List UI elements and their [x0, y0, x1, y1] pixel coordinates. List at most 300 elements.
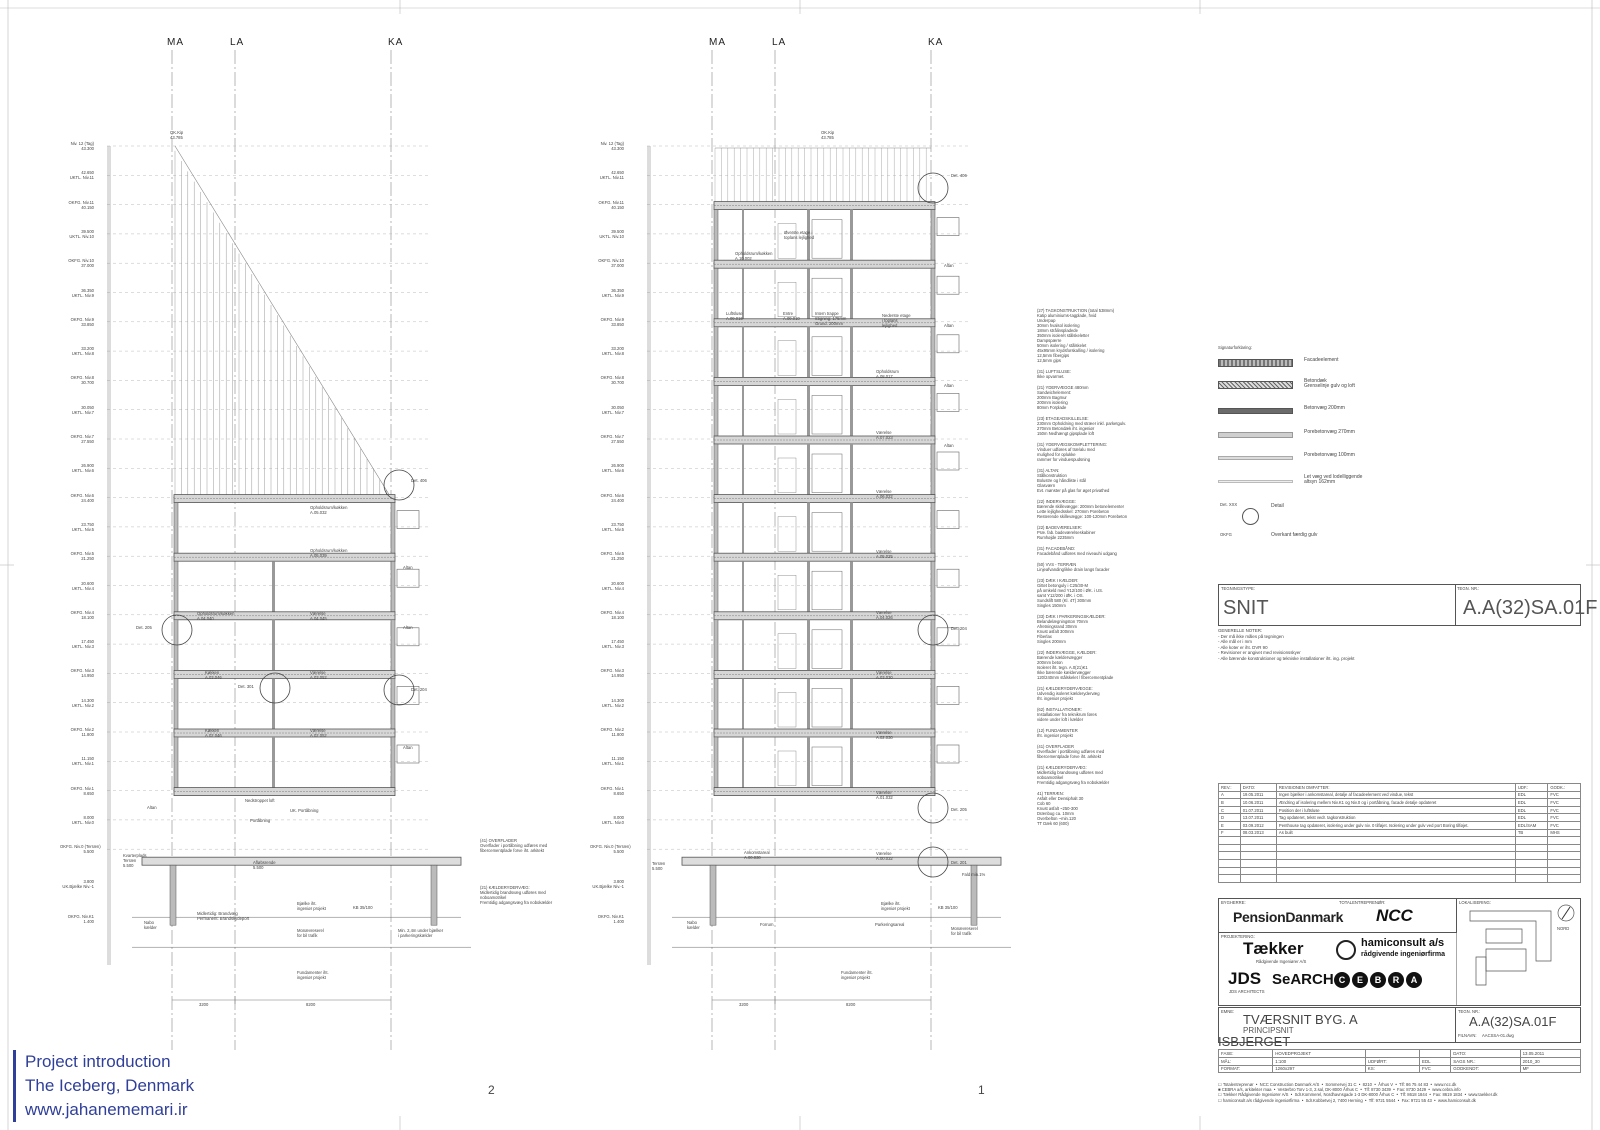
revision-cell	[1548, 844, 1581, 852]
ground-label: KB 35/100	[353, 905, 373, 910]
level-label: OKFG. Niv.1 8.650	[600, 785, 624, 796]
room-label: Forrum	[760, 922, 774, 927]
meta-cell: SAGS NR.:	[1451, 1057, 1520, 1065]
interior-wall	[850, 444, 853, 495]
level-label: 33.200 UKTL. Niv.8	[71, 346, 94, 357]
revision-row	[1219, 814, 1581, 822]
note-overflader: (41) OVERFLADER Overflader i portåbning udføres med fibercementplade forve iht. arkitekt	[480, 838, 548, 853]
bathroom-pod	[812, 454, 842, 493]
revision-row	[1219, 829, 1581, 837]
interior-wall	[850, 678, 853, 729]
legend-swatch	[1218, 381, 1293, 389]
revision-cell	[1219, 837, 1241, 845]
interior-wall	[850, 385, 853, 436]
meta-cell: 1260x297	[1273, 1065, 1366, 1073]
interior-wall	[742, 620, 744, 671]
ground-label: Portåbning	[250, 818, 271, 823]
interior-wall	[272, 561, 275, 612]
spec-note: (12) FUNDAMENTER Iht. ingeniør projekt	[1037, 728, 1078, 738]
interior-wall	[742, 737, 744, 788]
title-drawing-number: A.A(32)SA.01F	[1469, 1014, 1557, 1029]
taekker-logo: Tækker	[1243, 939, 1304, 958]
dimension-label: 8200	[306, 1002, 316, 1007]
interior-wall	[272, 620, 275, 671]
balcony	[937, 393, 959, 411]
legend-swatch	[1218, 456, 1293, 460]
balcony-label: Altan	[944, 383, 954, 388]
level-label: OKFG. Niv.4 18.100	[70, 609, 94, 620]
hamiconsult-icon	[1336, 940, 1356, 960]
revision-row	[1219, 837, 1581, 845]
exterior-wall	[714, 444, 718, 495]
interior-wall	[850, 737, 853, 788]
door	[778, 458, 796, 493]
room-label: Opholdsrum/køkken A.10.002	[735, 251, 773, 261]
detail-circle	[384, 675, 414, 705]
exterior-wall	[931, 210, 935, 261]
door	[778, 634, 796, 669]
spec-note: (21) YDERVÆGGE 480mm Sandwichelement: 200mm Bagmur 200mm isolering 80mm Forplade	[1037, 385, 1089, 410]
room-label: Opholdsrum/køkken A.05.039	[310, 548, 348, 558]
drawing-type-caption: TEGNINGSTYPE:	[1221, 586, 1255, 591]
revision-row	[1219, 821, 1581, 829]
balcony	[937, 452, 959, 470]
ground-label: Monævreserel for bil trafik	[297, 928, 324, 938]
revision-cell	[1276, 852, 1515, 860]
bathroom-pod	[812, 337, 842, 376]
axis-label-k-left: KA	[388, 37, 404, 48]
level-label: 39.500 UKTL. Niv.10	[599, 228, 624, 239]
detail-tag: Det. 406	[951, 173, 967, 178]
revision-cell	[1240, 859, 1276, 867]
level-label: 3.800 UK.Bjælke Niv.-1	[62, 879, 94, 890]
interior-wall	[807, 444, 810, 495]
room-label: Værelse A.03.052	[310, 670, 327, 680]
balcony	[397, 511, 419, 529]
ground-label: UK. Portåbning	[290, 808, 319, 813]
level-label: OKFG. Niv.9 33.850	[600, 316, 624, 327]
revision-row	[1219, 859, 1581, 867]
meta-cell: MÅL:	[1219, 1057, 1273, 1065]
detail-tag: Det. 301	[238, 684, 254, 689]
exterior-wall	[931, 385, 935, 436]
axis-label-k-right: KA	[928, 37, 944, 48]
exterior-wall	[931, 327, 935, 378]
ground-label: KB 35/100	[938, 905, 958, 910]
room-label: Værelse A.01.032	[876, 790, 893, 800]
revision-cell	[1276, 875, 1515, 883]
revision-cell	[1515, 844, 1548, 852]
room-label: Opholdsrum A.08.017	[876, 369, 899, 379]
exterior-wall	[714, 620, 718, 671]
revision-cell: FVC	[1548, 806, 1581, 814]
contractor-caption: TOTALENTREPRENØR:	[1339, 900, 1386, 905]
interior-wall	[850, 210, 853, 261]
level-label: 23.750 UKTL. Niv.5	[71, 521, 94, 532]
revision-cell: 03.09.2012	[1240, 821, 1276, 829]
revision-cell: Ændring af isolering mellem Niv.K1 og Niv.0 og i portåbning, facade detalje opdateret	[1276, 799, 1515, 807]
bathroom-pod	[812, 688, 842, 727]
level-label: OKFG. Niv.5 21.250	[600, 551, 624, 562]
revision-cell: Position der i luftsluse	[1276, 806, 1515, 814]
revision-cell	[1276, 844, 1515, 852]
room-label: Værelse A.02.030	[876, 730, 893, 740]
interior-wall	[742, 327, 744, 378]
revision-cell	[1240, 867, 1276, 875]
drawing-title: TVÆRSNIT BYG. A	[1243, 1012, 1358, 1027]
bathroom-pod	[812, 571, 842, 610]
revision-cell: E	[1219, 821, 1241, 829]
revision-cell: D	[1219, 814, 1241, 822]
caption-line-1: Project introduction	[25, 1052, 171, 1071]
level-label: 36.350 UKTL. Niv.9	[601, 287, 624, 298]
cebra-letter: B	[1370, 972, 1386, 988]
revision-cell: 13.07.2011	[1240, 814, 1276, 822]
bathroom-pod	[812, 630, 842, 669]
revision-cell: EDL	[1515, 791, 1548, 799]
level-label: 8.000 UKTL. Niv.0	[71, 814, 94, 825]
exterior-wall	[931, 561, 935, 612]
interior-wall	[807, 503, 810, 554]
cebra-letter: A	[1406, 972, 1422, 988]
jds-subtitle: JDS ARCHITECTS	[1229, 989, 1265, 994]
legend-label: Facadeelement	[1304, 357, 1339, 363]
exterior-wall	[391, 561, 395, 612]
spec-note: (23) ETAGEADSKILLELSE: 230mm Opholdning med stræer inkl. parketgulv. 270mm Betondæk iht. ingeniør 150m Nedhængt gipsplade loft	[1037, 416, 1127, 436]
revision-cell: FVC	[1548, 791, 1581, 799]
revision-header-cell: DATO:	[1240, 784, 1276, 792]
revision-row	[1219, 791, 1581, 799]
roof-hatch	[175, 151, 386, 498]
exterior-wall	[714, 385, 718, 436]
meta-cell: KS:	[1365, 1065, 1419, 1073]
interior-wall	[850, 620, 853, 671]
specification-notes	[1037, 308, 1207, 832]
exterior-wall	[391, 503, 395, 554]
detail-circle	[918, 793, 948, 823]
door	[778, 341, 796, 376]
search-logo: SeARCH	[1272, 971, 1334, 988]
level-label: 14.300 UKTL. Niv.2	[71, 697, 94, 708]
interior-wall	[850, 327, 853, 378]
dimension-label: 8200	[846, 1002, 856, 1007]
logo-block	[1218, 898, 1581, 1006]
level-label: OKFG. Niv.8 30.700	[70, 375, 94, 386]
spec-note: (31) ALTAN: Stålkonstruktion Bolustre og håndliste i stål Glasværn Evt. mønster på glas for øget privathed	[1037, 468, 1110, 493]
roof-slope	[175, 146, 391, 498]
revision-cell	[1240, 875, 1276, 883]
ground-label: Monævreserel for bil trafik	[951, 926, 978, 936]
revision-cell: Penthouse tag opdateret, isolering under gulv niv. 0 tilføjet. Isolering under gulv ved port Boring tilføjet.	[1276, 821, 1515, 829]
interior-wall	[742, 503, 744, 554]
meta-cell: 2010_30	[1520, 1057, 1580, 1065]
revision-cell	[1240, 844, 1276, 852]
legend-okfg-code: OKFG	[1220, 532, 1232, 537]
meta-cell: FASE:	[1219, 1050, 1273, 1058]
spec-note: (22) BADEVÆRELSER: Præ. fab. badeværelseskabiner Rumhøjde 2235mm	[1037, 525, 1096, 540]
revision-cell: 19.05.2011	[1240, 791, 1276, 799]
taekker-subtitle: Rådgivende Ingeniører A/S	[1256, 959, 1307, 964]
revision-cell	[1515, 867, 1548, 875]
revision-cell: B	[1219, 799, 1241, 807]
caption-line-2: The Iceberg, Denmark	[25, 1076, 195, 1095]
level-label: OKFG. Niv.11 40.150	[598, 199, 624, 210]
bathroom-pod	[812, 747, 842, 786]
section-right	[647, 50, 1011, 1050]
north-label: NORD	[1557, 926, 1570, 931]
level-label: 20.600 UKTL. Niv.4	[601, 580, 624, 591]
spec-note: (21) KÆLDERYDERVÆGGE: Udvendig isoleret kælderydervæg Iht. ingeniør projekt	[1037, 686, 1100, 701]
exterior-wall	[174, 678, 178, 729]
interior-wall	[807, 268, 810, 319]
meta-cell: UDFØRT:	[1365, 1057, 1419, 1065]
legend-swatch	[1218, 408, 1293, 414]
ground-label: Afløbsrende 5.500	[253, 860, 276, 870]
meta-table	[1218, 1049, 1581, 1073]
cebra-letter: C	[1334, 972, 1350, 988]
interior-wall	[742, 561, 744, 612]
exterior-wall	[931, 503, 935, 554]
contacts: ☐ Totalentreprenør • NCC Construction Danmark A/S • Sommervej 31 C • 8210 • Århus V • Tlf: 86 75 44 83 • www.ncc.dk ■ CEBRA a/s, arkitekter maa • Vesterbro Torv 1-3, 2.sal, DK-8000 Århus C • Tlf: 8730 3439 • Fax: 8730 3429 • www.cebra.info ☐ Tækker Rådgivende Ingeniører A/S • Sdr.Kommerel, Nordhavnsgade 1-3 DK-8000 Århus C • Tlf: 8618 1844 • Fax: 8619 1834 • www.taekker.dk ☐ hamiconsult a/s rådgivende ingeniørfirma • Sdr.Kobbetvej 2, 7400 Herning • Tlf: 9721 5544 • Fax: 9721 55 43 • www.hamiconsult.dk	[1218, 1082, 1498, 1103]
ok-kip-label-right: OK.Kip 43.785	[821, 130, 835, 140]
legend-title: Signaturforklaring:	[1218, 345, 1252, 350]
drawing-subtitle: PRINCIPSNIT	[1243, 1026, 1294, 1035]
level-label: 42.650 UKTL. Niv.11	[69, 170, 94, 181]
ground-label: Midlertidig: Brandvæg Permanent: Brandskydeport	[197, 911, 250, 921]
level-label: OKFG. Niv.9 33.850	[70, 316, 94, 327]
level-label: OKFG. Niv.3 14.950	[600, 668, 624, 679]
axis-label-m-right: MA	[709, 37, 726, 48]
level-label: OKFG. Niv.0 (Terræn) 5.500	[60, 844, 101, 855]
exterior-wall	[714, 210, 718, 261]
level-label: 8.000 UKTL. Niv.0	[601, 814, 624, 825]
revision-cell: F	[1219, 829, 1241, 837]
revision-cell	[1515, 875, 1548, 883]
legend-swatch	[1218, 432, 1293, 438]
revision-cell: FVC	[1548, 814, 1581, 822]
revision-header-cell: REVISIONEN OMFATTER:	[1276, 784, 1515, 792]
spec-note: (31) LUFTSLUSE: Ikke opvarmet.	[1037, 369, 1071, 379]
exterior-wall	[391, 620, 395, 671]
level-label: 20.600 UKTL. Niv.4	[71, 580, 94, 591]
basement-wall	[710, 865, 716, 925]
exterior-wall	[174, 503, 178, 554]
revision-row	[1219, 867, 1581, 875]
level-label: Niv. 12 (Tag) 43.300	[70, 141, 94, 151]
room-label: Ankomstareal A.00.030	[744, 850, 770, 860]
axis-label-m-left: MA	[167, 37, 184, 48]
meta-row	[1219, 1050, 1581, 1058]
spec-note: (21) KÆLDERYDERVÆG: Midlertidig brandsvæg udføres med noboamotrikel Fremtidig adgangsvæg fra nobokælder	[1037, 765, 1110, 785]
revision-cell: MHS	[1548, 829, 1581, 837]
detail-tag: Det. 205	[136, 625, 152, 630]
revision-cell: 01.07.2011	[1240, 806, 1276, 814]
meta-cell: 1:100	[1273, 1057, 1366, 1065]
project-caption	[13, 1050, 194, 1122]
level-label: 39.500 UKTL. Niv.10	[69, 228, 94, 239]
level-label: 23.750 UKTL. Niv.5	[601, 521, 624, 532]
level-label: OKFG. Niv.1 8.650	[70, 785, 94, 796]
revision-row	[1219, 799, 1581, 807]
interior-wall	[272, 737, 275, 788]
level-label: 30.050 UKTL. Niv.7	[601, 404, 624, 415]
revision-cell	[1219, 852, 1241, 860]
balcony	[397, 569, 419, 587]
level-label: OKFG. Niv.7 27.550	[600, 434, 624, 444]
meta-cell: FVC	[1420, 1065, 1451, 1073]
room-label: Øverste etage i toplans lejlighed	[784, 230, 815, 240]
balcony	[937, 686, 959, 704]
level-label: 26.900 UKTL. Niv.6	[71, 463, 94, 474]
revision-cell	[1240, 837, 1276, 845]
balcony-label: Altan	[944, 323, 954, 328]
exterior-wall	[931, 678, 935, 729]
revision-cell: 08.03.2013	[1240, 829, 1276, 837]
interior-wall	[742, 444, 744, 495]
dimension-label: 3200	[739, 1002, 749, 1007]
revision-cell	[1276, 867, 1515, 875]
spec-note: (22) INDERVÆGGE: Bærende skillevægge: 200mm betonelementer Lette lejlighedsskel: 270mm Porebeton Resterende skillevægge: 100-120mm Porebeton	[1037, 499, 1128, 519]
room-label: Værelse A.00.032	[876, 851, 893, 861]
room-label: Værelse A.07.023	[876, 430, 893, 440]
exterior-wall	[931, 444, 935, 495]
revision-cell	[1219, 859, 1241, 867]
revision-cell: EDL	[1515, 814, 1548, 822]
roof-hatch	[715, 148, 926, 205]
level-label: OKFG. Niv.6 24.400	[600, 492, 624, 503]
hamiconsult-logo: hamiconsult a/s	[1361, 937, 1445, 949]
revision-cell: TB	[1515, 829, 1548, 837]
level-label: OKFG. Niv.6 24.400	[70, 492, 94, 503]
exterior-wall	[714, 737, 718, 788]
detail-circle	[384, 470, 414, 500]
spec-note: 41) TERRÆN: Asfalt eller Densiphalt 30 Cob 60 Knust asfalt ~250-300 Drænbug ca. 10mm Overbelton ~min.120 TT Dæk 60 (600)	[1037, 791, 1084, 826]
interior-wall	[742, 678, 744, 729]
spec-note: (23) DÆK I KÆLDER: Gittet betonguly i C25/30-M på omkeld med Y12/100 i ØK. i US. samt Y12/200 i ØK. i OS. Sundslift 580 (Kl. 4T) 300mm Singles 150mm	[1037, 578, 1104, 608]
exterior-wall	[931, 268, 935, 319]
legend-okfg-label: Overkant færdig gulv	[1271, 532, 1318, 538]
interior-wall	[807, 327, 810, 378]
detail-tag: Det. 204	[411, 687, 427, 692]
balcony-label: Altan	[403, 565, 413, 570]
interior-wall	[807, 737, 810, 788]
balcony	[937, 218, 959, 236]
revision-row	[1219, 806, 1581, 814]
hamiconsult-subtitle: rådgivende ingeniørfirma	[1361, 951, 1446, 958]
spec-note: (41) OVERFLADER Overflader i portåbning udføres med fibercementplade forve iht. arkitekt	[1037, 744, 1105, 759]
ok-kip-label-left: OK.Kip 43.785	[170, 130, 184, 140]
cebra-logo	[1334, 972, 1422, 988]
detail-tag: Det. 201	[951, 860, 967, 865]
legend-label: Betonvæg 200mm	[1304, 405, 1345, 411]
dimension-label: 3200	[199, 1002, 209, 1007]
page-number: 2	[488, 1083, 495, 1097]
detail-tag: Det. 204	[951, 626, 967, 631]
revision-row	[1219, 852, 1581, 860]
room-label: Køkken A.03.046	[205, 670, 222, 680]
legend-detail-code: Det. XXX	[1220, 502, 1238, 507]
basement-wall	[431, 865, 437, 925]
level-label: 14.300 UKTL. Niv.2	[601, 697, 624, 708]
bathroom-pod	[812, 513, 842, 552]
revision-cell	[1240, 852, 1276, 860]
ground-label: Nedstroppet loft	[245, 798, 275, 803]
revision-cell: EDL/SAM	[1515, 821, 1548, 829]
ground-label: Fundamenter iht. ingeniør projekt	[841, 970, 873, 980]
cebra-letter: R	[1388, 972, 1404, 988]
title-caption: EMNE:	[1221, 1009, 1235, 1014]
meta-cell: HOVEDPROJEKT	[1273, 1050, 1366, 1058]
caption-line-3[interactable]: www.jahanememari.ir	[25, 1100, 188, 1119]
balcony-label: Altan	[147, 805, 157, 810]
level-label: 36.350 UKTL. Niv.9	[71, 287, 94, 298]
room-label: Værelse A.04.026	[876, 610, 893, 620]
legend-label: Let væg ved lodelliggende altsyn 162mm	[1304, 474, 1363, 485]
room-label: Værelse A.03.030	[876, 670, 893, 680]
ground-label: Nabo kælder	[144, 920, 157, 930]
spec-note: (22) INDERVÆGGE, KÆLDER: Bærende kældervægger 200mm beton Isoleret iht. tegn. A.0(21)K1 Ikke bærende kældervægger 120/240mm stålskelet / fibercementplade	[1037, 650, 1114, 680]
exterior-wall	[174, 561, 178, 612]
balcony	[937, 335, 959, 353]
legend-swatch	[1218, 480, 1293, 483]
revision-cell	[1276, 859, 1515, 867]
revision-cell: Ingen bjælker i ankomstareal, detalje af facadeelement ved vindue, tekst	[1276, 791, 1515, 799]
interior-wall	[850, 268, 853, 319]
door	[778, 224, 796, 259]
meta-cell: MF	[1520, 1065, 1580, 1073]
ground-label: Fald min.1%	[962, 872, 986, 877]
ground-label: Bjælke iht. ingeniør projekt	[881, 901, 910, 911]
revision-cell: Tag opdateret, tekst vedr. tagkonstruktion	[1276, 814, 1515, 822]
file-caption: FILNAVN:	[1458, 1033, 1477, 1038]
revision-cell: EDL	[1515, 799, 1548, 807]
legend-label: Porebetonvæg 270mm	[1304, 429, 1355, 435]
jds-logo: JDS	[1228, 969, 1262, 988]
ncc-logo: NCC	[1376, 906, 1413, 925]
meta-cell: GODKENDT:	[1451, 1065, 1520, 1073]
level-label: 17.450 UKTL. Niv.3	[71, 639, 94, 650]
meta-cell	[1365, 1050, 1419, 1058]
exterior-wall	[174, 737, 178, 788]
revision-row	[1219, 875, 1581, 883]
revision-cell	[1515, 837, 1548, 845]
door	[778, 575, 796, 610]
legend-detail-label: Detail	[1271, 503, 1284, 509]
revision-cell: As built	[1276, 829, 1515, 837]
pensiondanmark-logo: PensionDanmark	[1233, 909, 1344, 925]
room-label: Luftsluse A.09.016	[726, 311, 743, 321]
revision-table	[1218, 783, 1581, 883]
meta-cell: FORMAT:	[1219, 1065, 1273, 1073]
design-caption: PROJEKTERING:	[1221, 934, 1255, 939]
balcony	[937, 276, 959, 294]
revision-cell	[1276, 837, 1515, 845]
door	[778, 517, 796, 552]
room-label: Værelse A.04.045	[310, 611, 327, 621]
room-label: Intern trappe Stigning: 175mm Grund: 200mm	[815, 311, 847, 326]
drawing-number-caption: TEGN. NR.:	[1457, 586, 1480, 591]
level-label: 33.200 UKTL. Niv.8	[601, 346, 624, 357]
detail-tag: Det. 205	[951, 807, 967, 812]
revision-header-row	[1219, 784, 1581, 792]
exterior-wall	[931, 737, 935, 788]
ground-label: Kvarterplads Terræn 5.500	[123, 853, 147, 868]
level-label: OKFG. Niv.5 21.250	[70, 551, 94, 562]
spec-note: (31) YDERVÆGSKOMPLETTERING: Vinduer udføres af træ/alu med mulighed for oplukke rammer for vinduespudsning	[1037, 442, 1108, 462]
door	[778, 751, 796, 786]
level-label: OKFG. Niv.10 37.000	[68, 258, 94, 269]
door	[778, 399, 796, 434]
